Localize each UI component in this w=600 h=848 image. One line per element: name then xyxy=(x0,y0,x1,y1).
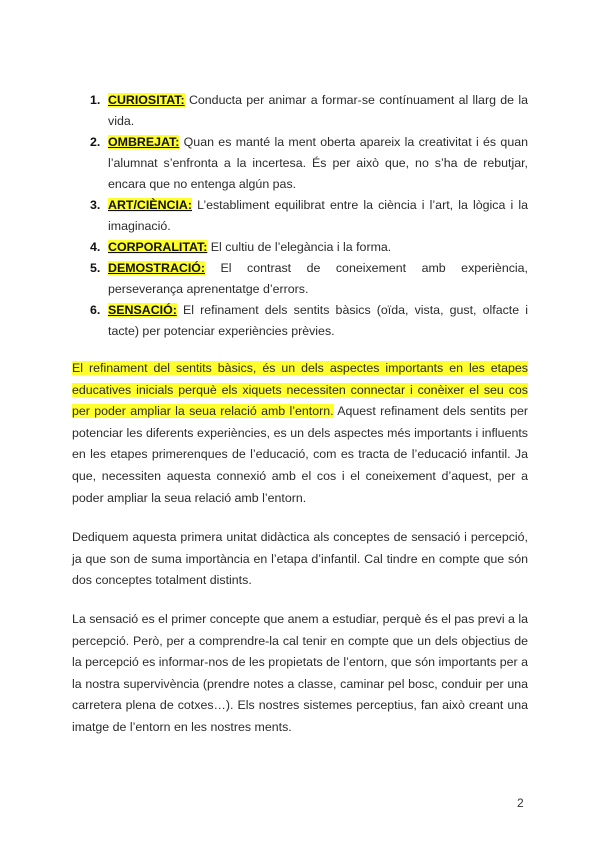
list-number: 6. xyxy=(90,303,101,317)
list-text: Conducta per animar a formar-se contínuament al llarg de la vida. xyxy=(108,93,528,128)
list-number: 1. xyxy=(90,93,101,107)
list-term: SENSACIÓ: xyxy=(108,303,177,317)
list-term: CURIOSITAT: xyxy=(108,93,185,107)
paragraph-sensation: La sensació es el primer concepte que anem a estudiar, perquè és el pas previ a la percepció. Però, per a comprendre-la cal tenir en compte que un dels objectius de la percepció es informar-nos de les propietats de l’entorn, que són importants per a la nostra supervivència (prendre notes a classe, caminar pel bosc, conduir per una carretera plena de cotxes…). Els nostres sistemes perceptius, fan això creant una imatge de l’entorn en les nostres ments. xyxy=(72,612,528,734)
list-item xyxy=(90,237,528,258)
list-term: DEMOSTRACIÓ: xyxy=(108,261,206,275)
list-number: 2. xyxy=(90,135,101,149)
list-text: L’establiment equilibrat entre la ciència i l’art, la lògica i la imaginació. xyxy=(108,198,528,233)
list-item xyxy=(90,195,528,237)
list-item xyxy=(90,300,528,342)
highlighted-text: El refinament del sentits bàsics, és un dels aspectes importants en les etapes educatives inicials perquè els xiquets necessiten connectar i conèixer el seu cos per poder ampliar la seua relació amb l’entorn. xyxy=(72,361,528,419)
list-text: El cultiu de l’elegància i la forma. xyxy=(207,240,392,254)
list-number: 5. xyxy=(90,261,101,275)
page-number: 2 xyxy=(517,796,524,810)
list-term: CORPORALITAT: xyxy=(108,240,208,254)
list-item xyxy=(90,132,528,195)
list-number: 3. xyxy=(90,198,101,212)
numbered-list xyxy=(90,90,528,342)
paragraph-text: Aquest refinament dels sentits per potenciar les diferents experiències, es un dels aspectes més importants i influents en les etapes primerenques de l’educació, com es tracta de l’educació infantil. Ja que, necessiten aquesta connexió amb el cos i el coneixement d’aquest, per a poder ampliar la seua relació amb l’entorn. xyxy=(72,404,528,505)
list-number: 4. xyxy=(90,240,101,254)
list-term: OMBREJAT: xyxy=(108,135,180,149)
list-item xyxy=(90,90,528,132)
list-text: El refinament dels sentits bàsics (oïda, vista, gust, olfacte i tacte) per potenciar experiències prèvies. xyxy=(108,303,528,338)
paragraph-senses xyxy=(72,358,528,509)
list-term: ART/CIÈNCIA: xyxy=(108,198,192,212)
list-text: El contrast de coneixement amb experiència, perseverança aprenentatge d’errors. xyxy=(108,261,528,296)
paragraph-unit: Dediquem aquesta primera unitat didàctica als conceptes de sensació i percepció, ja que son de suma importància en l’etapa d’infantil. Cal tindre en compte que són dos conceptes totalment distints. xyxy=(72,530,528,588)
list-text: Quan es manté la ment oberta apareix la creativitat i és quan l’alumnat s’enfronta a la incertesa. És per això que, no s’ha de rebutjar, encara que no entenga algún pas. xyxy=(108,135,528,191)
list-item xyxy=(90,258,528,300)
